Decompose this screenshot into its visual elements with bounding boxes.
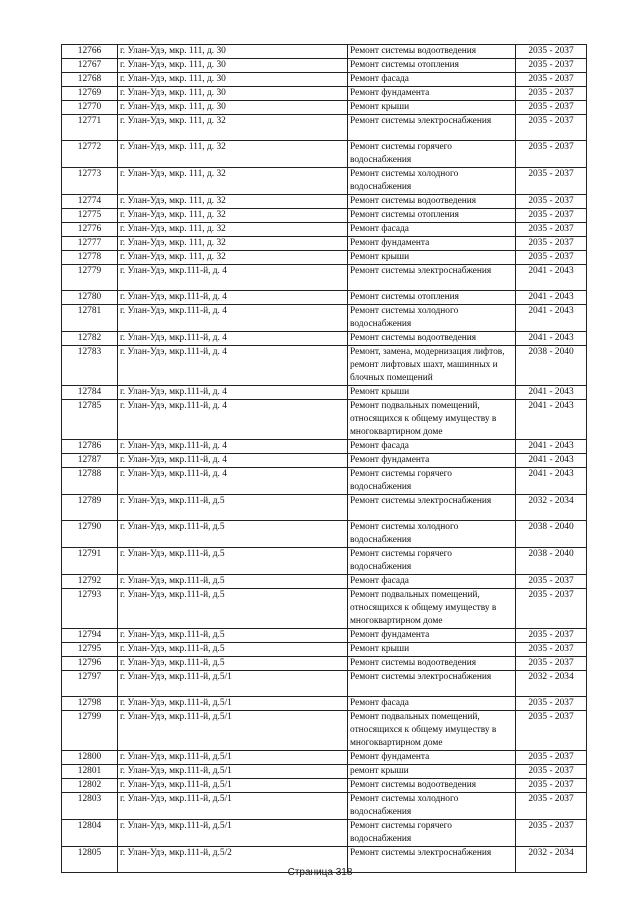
row-work-type: Ремонт фундамента — [348, 87, 516, 101]
row-address: г. Улан-Удэ, мкр.111-й, д. 4 — [118, 386, 348, 400]
row-work-type: Ремонт системы горячего водоснабжения — [348, 820, 516, 847]
row-period: 2041 - 2043 — [516, 386, 587, 400]
table-row — [62, 820, 587, 847]
row-work-type: Ремонт крыши — [348, 101, 516, 115]
table-row — [62, 657, 587, 671]
row-address: г. Улан-Удэ, мкр.111-й, д.5/1 — [118, 793, 348, 820]
table-row — [62, 45, 587, 59]
row-address: г. Улан-Удэ, мкр.111-й, д. 4 — [118, 468, 348, 495]
row-number: 12790 — [62, 521, 118, 548]
table-row — [62, 195, 587, 209]
page-number: Страница 318 — [287, 867, 353, 878]
row-period: 2038 - 2040 — [516, 548, 587, 575]
row-period: 2035 - 2037 — [516, 59, 587, 73]
table-row — [62, 73, 587, 87]
row-period: 2035 - 2037 — [516, 820, 587, 847]
row-address: г. Улан-Удэ, мкр.111-й, д. 4 — [118, 305, 348, 332]
row-address: г. Улан-Удэ, мкр.111-й, д.5 — [118, 589, 348, 629]
row-period: 2035 - 2037 — [516, 643, 587, 657]
row-work-type: Ремонт системы отопления — [348, 291, 516, 305]
table-body — [62, 45, 587, 873]
row-address: г. Улан-Удэ, мкр.111-й, д. 4 — [118, 440, 348, 454]
row-period: 2035 - 2037 — [516, 101, 587, 115]
row-number: 12801 — [62, 765, 118, 779]
row-address: г. Улан-Удэ, мкр. 111, д. 30 — [118, 59, 348, 73]
row-period: 2035 - 2037 — [516, 237, 587, 251]
table-row — [62, 575, 587, 589]
row-work-type: Ремонт фасада — [348, 73, 516, 87]
row-work-type: Ремонт системы электроснабжения — [348, 847, 516, 873]
row-work-type: Ремонт подвальных помещений, относящихся к общему имуществу в многоквартирном доме — [348, 711, 516, 751]
row-address: г. Улан-Удэ, мкр.111-й, д.5/1 — [118, 751, 348, 765]
row-work-type: Ремонт системы электроснабжения — [348, 265, 516, 291]
row-period: 2032 - 2034 — [516, 495, 587, 521]
row-number: 12788 — [62, 468, 118, 495]
row-number: 12799 — [62, 711, 118, 751]
row-number: 12785 — [62, 400, 118, 440]
row-address: г. Улан-Удэ, мкр.111-й, д.5/1 — [118, 820, 348, 847]
row-work-type: Ремонт, замена, модернизация лифтов, ремонт лифтовых шахт, машинных и блочных помещений — [348, 346, 516, 386]
row-address: г. Улан-Удэ, мкр.111-й, д.5/1 — [118, 711, 348, 751]
row-address: г. Улан-Удэ, мкр. 111, д. 32 — [118, 237, 348, 251]
row-work-type: Ремонт фасада — [348, 440, 516, 454]
table-row — [62, 400, 587, 440]
row-work-type: Ремонт системы водоотведения — [348, 332, 516, 346]
row-period: 2035 - 2037 — [516, 779, 587, 793]
row-period: 2041 - 2043 — [516, 440, 587, 454]
row-number: 12802 — [62, 779, 118, 793]
row-period: 2035 - 2037 — [516, 575, 587, 589]
row-work-type: Ремонт системы горячего водоснабжения — [348, 548, 516, 575]
row-number: 12781 — [62, 305, 118, 332]
row-address: г. Улан-Удэ, мкр.111-й, д. 4 — [118, 265, 348, 291]
table-row — [62, 168, 587, 195]
row-address: г. Улан-Удэ, мкр. 111, д. 32 — [118, 168, 348, 195]
row-address: г. Улан-Удэ, мкр.111-й, д.5 — [118, 495, 348, 521]
row-period: 2032 - 2034 — [516, 847, 587, 873]
row-address: г. Улан-Удэ, мкр. 111, д. 32 — [118, 115, 348, 141]
row-address: г. Улан-Удэ, мкр.111-й, д.5 — [118, 548, 348, 575]
row-work-type: Ремонт крыши — [348, 643, 516, 657]
row-work-type: Ремонт системы холодного водоснабжения — [348, 168, 516, 195]
row-number: 12783 — [62, 346, 118, 386]
row-number: 12766 — [62, 45, 118, 59]
row-number: 12796 — [62, 657, 118, 671]
row-address: г. Улан-Удэ, мкр.111-й, д. 4 — [118, 346, 348, 386]
row-number: 12778 — [62, 251, 118, 265]
row-number: 12779 — [62, 265, 118, 291]
row-number: 12795 — [62, 643, 118, 657]
row-period: 2035 - 2037 — [516, 589, 587, 629]
row-work-type: Ремонт системы горячего водоснабжения — [348, 141, 516, 168]
row-number: 12800 — [62, 751, 118, 765]
row-period: 2035 - 2037 — [516, 793, 587, 820]
table-row — [62, 671, 587, 697]
row-work-type: Ремонт системы водоотведения — [348, 195, 516, 209]
row-work-type: Ремонт фасада — [348, 697, 516, 711]
row-work-type: Ремонт фундамента — [348, 629, 516, 643]
row-work-type: Ремонт системы отопления — [348, 209, 516, 223]
row-work-type: Ремонт фундамента — [348, 751, 516, 765]
row-period: 2035 - 2037 — [516, 711, 587, 751]
row-number: 12782 — [62, 332, 118, 346]
table-row — [62, 521, 587, 548]
table-row — [62, 751, 587, 765]
table-row — [62, 346, 587, 386]
row-period: 2035 - 2037 — [516, 115, 587, 141]
row-address: г. Улан-Удэ, мкр.111-й, д.5/1 — [118, 779, 348, 793]
row-address: г. Улан-Удэ, мкр.111-й, д. 4 — [118, 400, 348, 440]
row-number: 12768 — [62, 73, 118, 87]
row-period: 2041 - 2043 — [516, 468, 587, 495]
row-period: 2035 - 2037 — [516, 168, 587, 195]
row-number: 12767 — [62, 59, 118, 73]
row-address: г. Улан-Удэ, мкр. 111, д. 30 — [118, 73, 348, 87]
row-period: 2035 - 2037 — [516, 251, 587, 265]
row-address: г. Улан-Удэ, мкр.111-й, д.5 — [118, 643, 348, 657]
row-work-type: Ремонт фундамента — [348, 237, 516, 251]
row-address: г. Улан-Удэ, мкр.111-й, д.5/1 — [118, 765, 348, 779]
row-work-type: Ремонт подвальных помещений, относящихся к общему имуществу в многоквартирном доме — [348, 400, 516, 440]
table-row — [62, 223, 587, 237]
row-period: 2041 - 2043 — [516, 291, 587, 305]
row-number: 12777 — [62, 237, 118, 251]
row-work-type: Ремонт системы водоотведения — [348, 779, 516, 793]
row-period: 2035 - 2037 — [516, 45, 587, 59]
table-row — [62, 454, 587, 468]
row-period: 2035 - 2037 — [516, 765, 587, 779]
table-row — [62, 589, 587, 629]
table-row — [62, 495, 587, 521]
row-period: 2035 - 2037 — [516, 87, 587, 101]
table-row — [62, 209, 587, 223]
table-row — [62, 251, 587, 265]
row-work-type: Ремонт системы отопления — [348, 59, 516, 73]
row-number: 12792 — [62, 575, 118, 589]
table-row — [62, 386, 587, 400]
table-row — [62, 115, 587, 141]
row-number: 12772 — [62, 141, 118, 168]
row-address: г. Улан-Удэ, мкр. 111, д. 30 — [118, 45, 348, 59]
row-number: 12787 — [62, 454, 118, 468]
row-work-type: Ремонт системы электроснабжения — [348, 671, 516, 697]
row-work-type: Ремонт системы горячего водоснабжения — [348, 468, 516, 495]
row-number: 12789 — [62, 495, 118, 521]
row-period: 2038 - 2040 — [516, 521, 587, 548]
row-address: г. Улан-Удэ, мкр. 111, д. 32 — [118, 223, 348, 237]
row-number: 12773 — [62, 168, 118, 195]
table-row — [62, 643, 587, 657]
row-address: г. Улан-Удэ, мкр. 111, д. 32 — [118, 195, 348, 209]
table-row — [62, 765, 587, 779]
row-period: 2035 - 2037 — [516, 751, 587, 765]
row-work-type: Ремонт фундамента — [348, 454, 516, 468]
row-number: 12771 — [62, 115, 118, 141]
row-period: 2035 - 2037 — [516, 195, 587, 209]
row-period: 2041 - 2043 — [516, 454, 587, 468]
row-period: 2032 - 2034 — [516, 671, 587, 697]
row-number: 12769 — [62, 87, 118, 101]
table-row — [62, 87, 587, 101]
row-period: 2041 - 2043 — [516, 400, 587, 440]
row-number: 12784 — [62, 386, 118, 400]
row-address: г. Улан-Удэ, мкр.111-й, д.5 — [118, 521, 348, 548]
row-work-type: Ремонт системы электроснабжения — [348, 115, 516, 141]
row-address: г. Улан-Удэ, мкр.111-й, д. 4 — [118, 332, 348, 346]
row-number: 12794 — [62, 629, 118, 643]
row-work-type: Ремонт системы холодного водоснабжения — [348, 521, 516, 548]
table-row — [62, 237, 587, 251]
row-period: 2038 - 2040 — [516, 346, 587, 386]
table-row — [62, 793, 587, 820]
row-number: 12786 — [62, 440, 118, 454]
table-row — [62, 468, 587, 495]
row-address: г. Улан-Удэ, мкр. 111, д. 32 — [118, 251, 348, 265]
table-row — [62, 59, 587, 73]
row-address: г. Улан-Удэ, мкр. 111, д. 32 — [118, 141, 348, 168]
row-period: 2041 - 2043 — [516, 305, 587, 332]
row-number: 12803 — [62, 793, 118, 820]
row-period: 2035 - 2037 — [516, 73, 587, 87]
row-work-type: Ремонт фасада — [348, 575, 516, 589]
row-address: г. Улан-Удэ, мкр.111-й, д. 4 — [118, 454, 348, 468]
row-address: г. Улан-Удэ, мкр.111-й, д.5 — [118, 657, 348, 671]
capital-repair-table — [61, 44, 587, 873]
table-row — [62, 711, 587, 751]
row-number: 12770 — [62, 101, 118, 115]
row-period: 2035 - 2037 — [516, 223, 587, 237]
row-number: 12774 — [62, 195, 118, 209]
row-work-type: Ремонт системы водоотведения — [348, 657, 516, 671]
row-period: 2041 - 2043 — [516, 265, 587, 291]
row-period: 2035 - 2037 — [516, 629, 587, 643]
table-row — [62, 779, 587, 793]
row-number: 12805 — [62, 847, 118, 873]
row-number: 12791 — [62, 548, 118, 575]
row-number: 12775 — [62, 209, 118, 223]
row-work-type: Ремонт системы холодного водоснабжения — [348, 793, 516, 820]
row-period: 2035 - 2037 — [516, 209, 587, 223]
row-period: 2035 - 2037 — [516, 657, 587, 671]
row-work-type: Ремонт системы водоотведения — [348, 45, 516, 59]
row-work-type: Ремонт крыши — [348, 251, 516, 265]
row-work-type: Ремонт системы электроснабжения — [348, 495, 516, 521]
row-period: 2041 - 2043 — [516, 332, 587, 346]
row-work-type: Ремонт крыши — [348, 386, 516, 400]
table-row — [62, 305, 587, 332]
row-period: 2035 - 2037 — [516, 697, 587, 711]
row-address: г. Улан-Удэ, мкр. 111, д. 32 — [118, 209, 348, 223]
row-work-type: Ремонт фасада — [348, 223, 516, 237]
table-row — [62, 697, 587, 711]
row-address: г. Улан-Удэ, мкр.111-й, д.5 — [118, 629, 348, 643]
row-number: 12776 — [62, 223, 118, 237]
row-address: г. Улан-Удэ, мкр.111-й, д.5 — [118, 575, 348, 589]
row-number: 12797 — [62, 671, 118, 697]
row-number: 12780 — [62, 291, 118, 305]
table-row — [62, 548, 587, 575]
table-row — [62, 629, 587, 643]
table-row — [62, 332, 587, 346]
row-period: 2035 - 2037 — [516, 141, 587, 168]
table-row — [62, 101, 587, 115]
row-address: г. Улан-Удэ, мкр.111-й, д.5/1 — [118, 671, 348, 697]
row-address: г. Улан-Удэ, мкр. 111, д. 30 — [118, 101, 348, 115]
row-address: г. Улан-Удэ, мкр.111-й, д.5/1 — [118, 697, 348, 711]
row-number: 12798 — [62, 697, 118, 711]
row-address: г. Улан-Удэ, мкр. 111, д. 30 — [118, 87, 348, 101]
table-row — [62, 141, 587, 168]
row-work-type: ремонт крыши — [348, 765, 516, 779]
table-row — [62, 440, 587, 454]
row-number: 12804 — [62, 820, 118, 847]
row-number: 12793 — [62, 589, 118, 629]
table-row — [62, 265, 587, 291]
row-work-type: Ремонт системы холодного водоснабжения — [348, 305, 516, 332]
row-address: г. Улан-Удэ, мкр.111-й, д. 4 — [118, 291, 348, 305]
row-work-type: Ремонт подвальных помещений, относящихся к общему имуществу в многоквартирном доме — [348, 589, 516, 629]
table-row — [62, 291, 587, 305]
row-address: г. Улан-Удэ, мкр.111-й, д.5/2 — [118, 847, 348, 873]
